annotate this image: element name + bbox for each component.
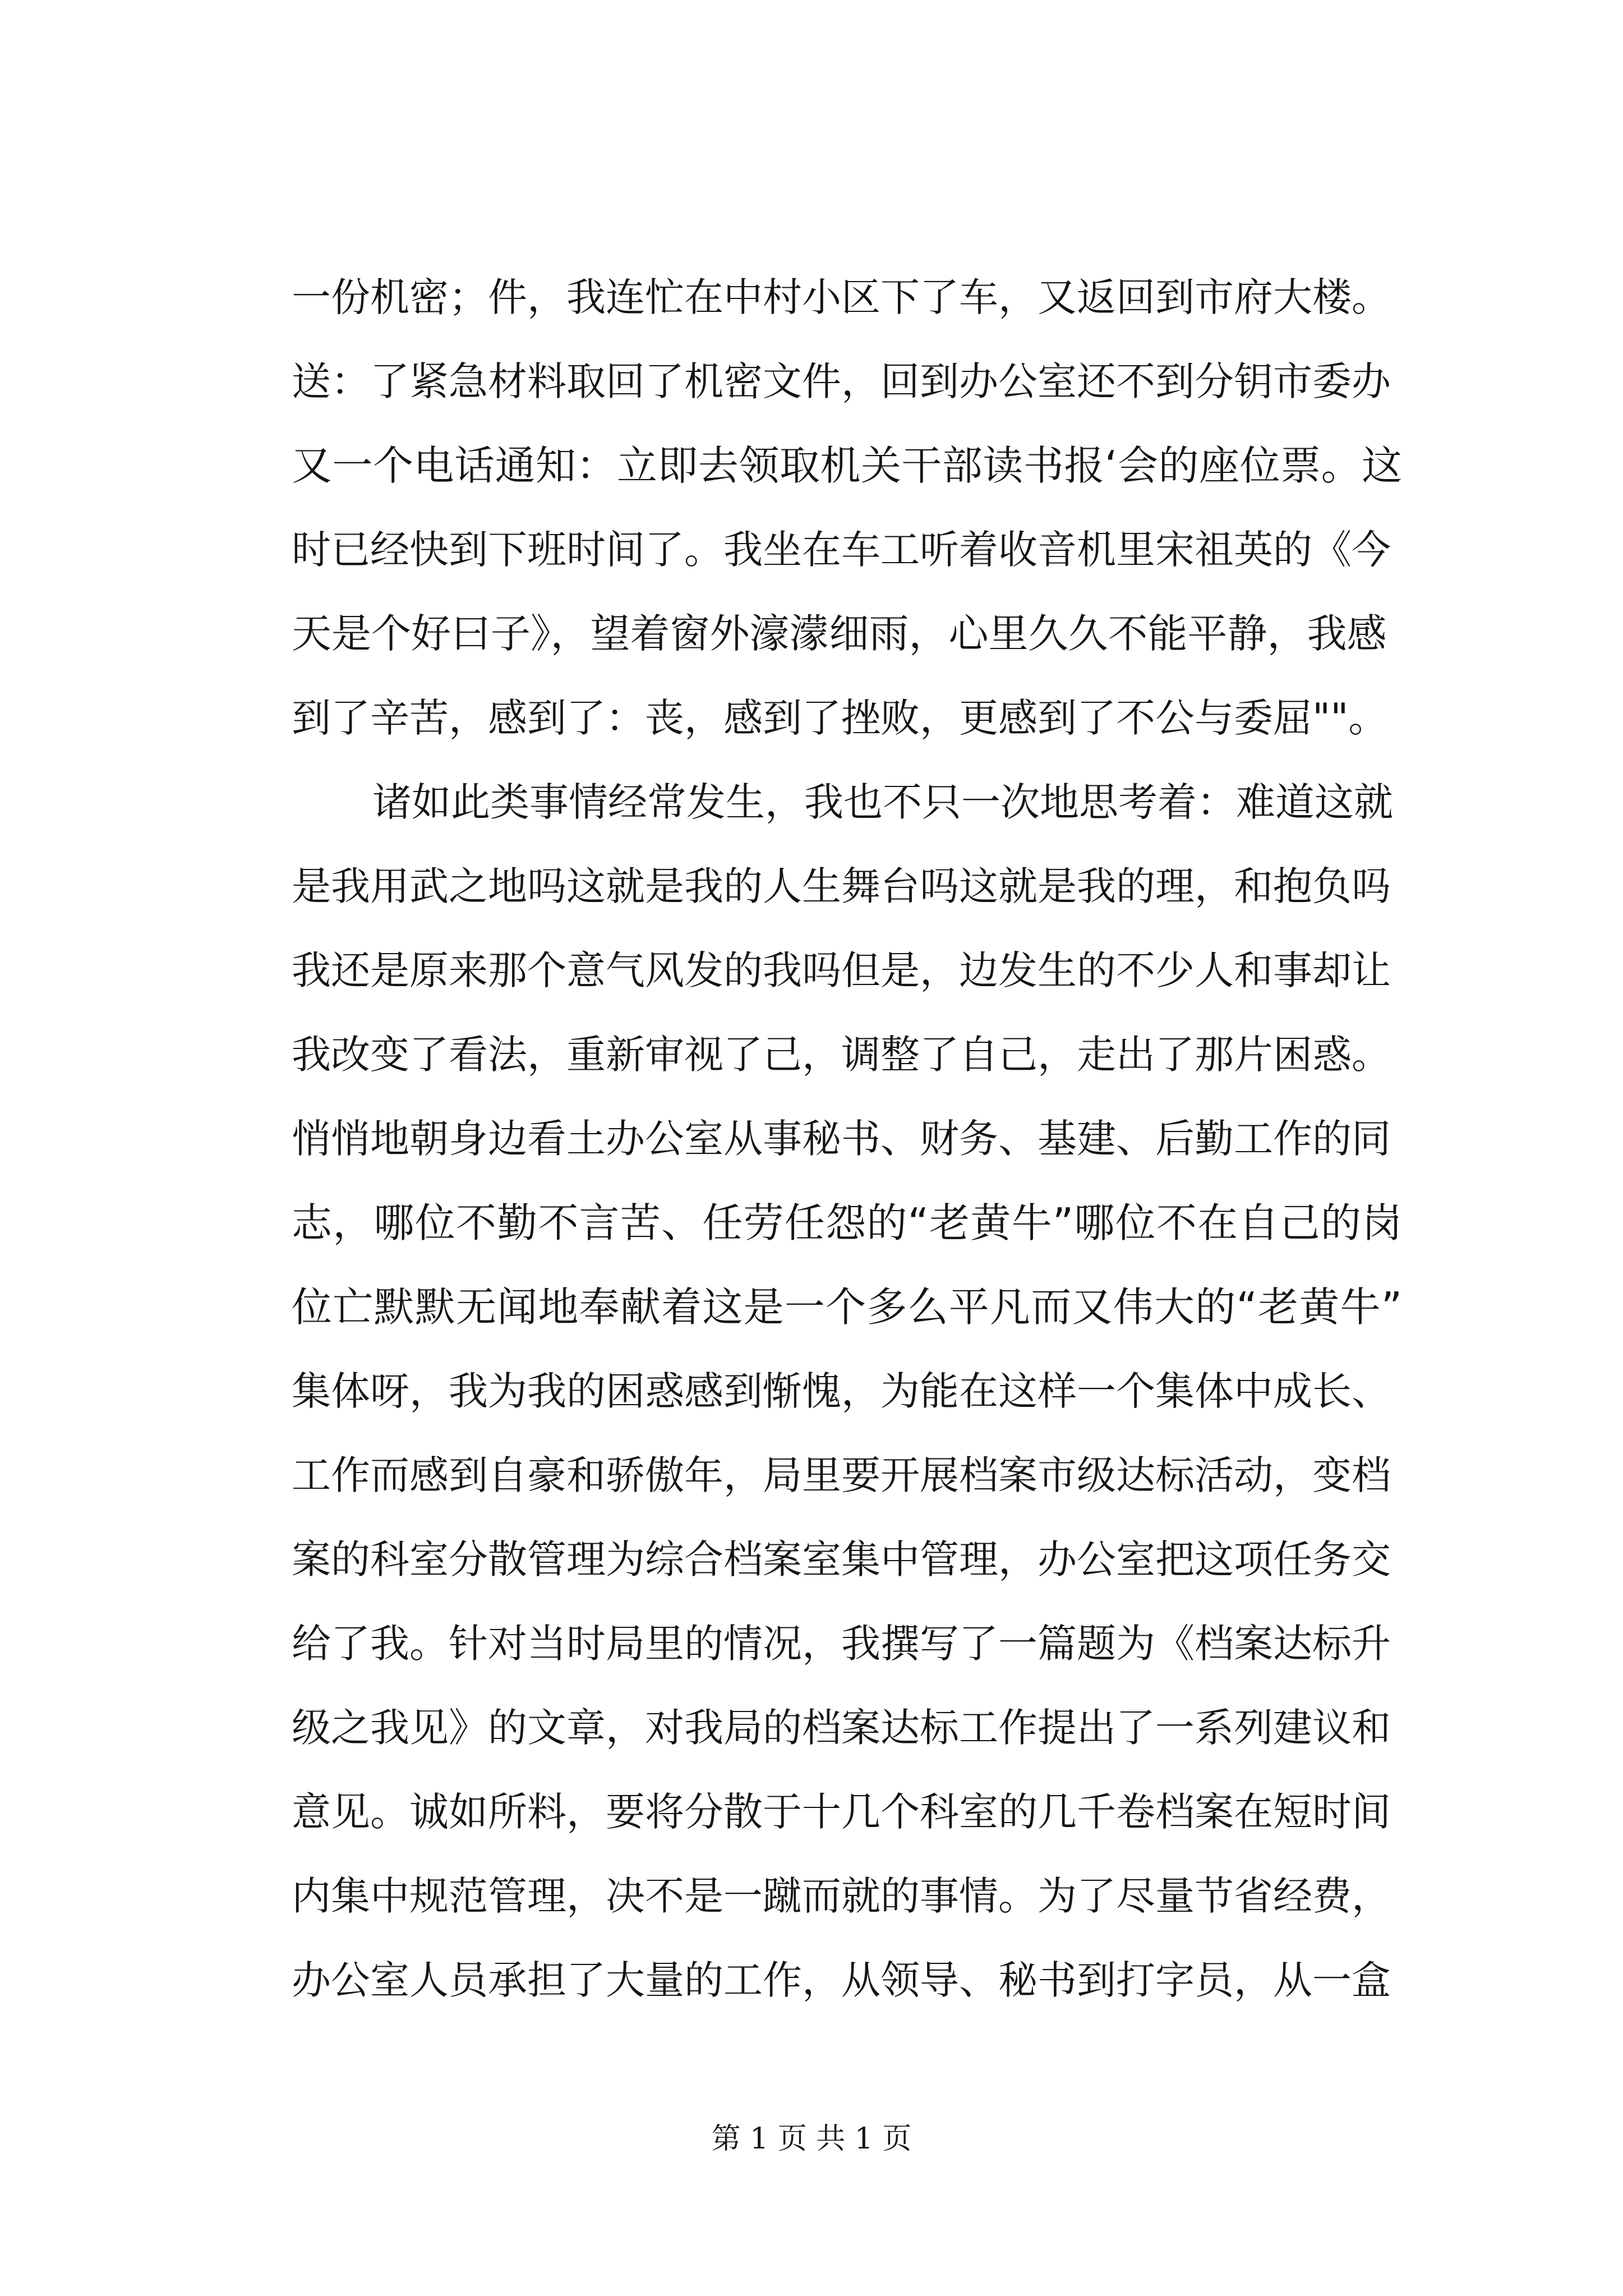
text-line: 到了辛苦，感到了：丧，感到了挫败，更感到了不公与委屈""。	[292, 695, 1388, 741]
text-line: 时已经快到下班时间了。我坐在车工听着收音机里宋祖英的《今	[292, 527, 1391, 573]
text-line: 位亡默默无闻地奉献着这是一个多么平凡而又伟大的“老黄牛”	[292, 1283, 1403, 1331]
text-line: 悄悄地朝身边看土办公室从事秘书、财务、基建、后勤工作的同	[292, 1116, 1391, 1162]
text-line: 办公室人员承担了大量的工作，从领导、秘书到打字员，从一盒	[292, 1957, 1391, 2003]
paragraph-first-line: 诸如此类事情经常发生，我也不只一次地思考着：难道这就	[372, 779, 1393, 825]
text-line: 又一个电话通知：立即去领取机关干部读书报‘会的座位票。这	[292, 442, 1403, 489]
text-line: 我改变了看法，重新审视了己，调整了自己，走出了那片困惑。	[292, 1032, 1391, 1078]
text-line: 案的科室分散管理为综合档案室集中管理，办公室把这项任务交	[292, 1536, 1391, 1582]
text-line: 天是个好曰子》，望着窗外濠濛细雨，心里久久不能平静，我感	[292, 610, 1387, 657]
text-line: 送：了紧急材料取回了机密文件，回到办公室还不到分钥市委办	[292, 358, 1391, 404]
text-line: 一份机密；件，我连忙在中村小区下了车，又返回到市府大楼。	[292, 274, 1391, 320]
text-line: 是我用武之地吗这就是我的人生舞台吗这就是我的理，和抱负吗	[292, 863, 1391, 909]
text-line: 给了我。针对当时局里的情况，我撰写了一篇题为《档案达标升	[292, 1621, 1391, 1667]
body-text	[292, 255, 1402, 2022]
text-line: 意见。诚如所料，要将分散于十几个科室的几千卷档案在短时间	[292, 1789, 1391, 1835]
text-line: 志，哪位不勤不言苦、任劳任怨的“老黄牛”哪位不在自己的岗	[292, 1199, 1403, 1246]
text-line: 级之我见》的文章，对我局的档案达标工作提出了一系列建议和	[292, 1705, 1391, 1751]
text-line: 工作而感到自豪和骄傲年，局里要开展档案市级达标活动，变档	[292, 1452, 1391, 1498]
page-footer: 第 1 页 共 1 页	[711, 2122, 912, 2156]
text-line: 内集中规范管理，决不是一蹴而就的事情。为了尽量节省经费，	[292, 1873, 1391, 1919]
text-line: 我还是原来那个意气风发的我吗但是，边发生的不少人和事却让	[292, 947, 1391, 993]
text-line: 集体呀，我为我的困惑感到惭愧，为能在这样一个集体中成长、	[292, 1368, 1391, 1414]
